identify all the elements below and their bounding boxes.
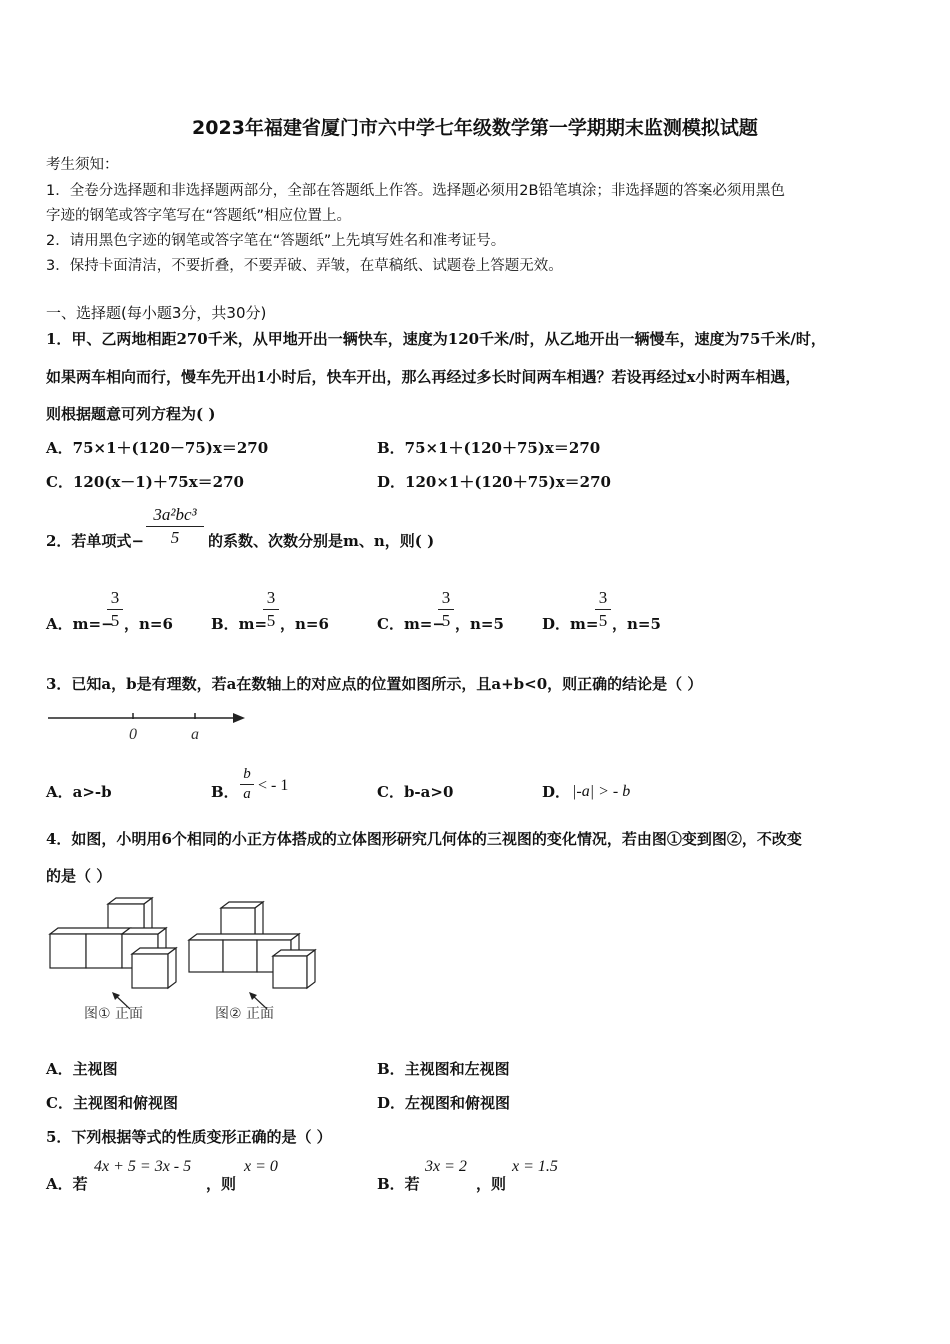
fraction-denominator: 5 [441,611,451,630]
q1-option-a: A．75×1＋(120－75)x＝270 [46,439,269,457]
fraction-denominator: 5 [266,611,276,630]
question-1-line: 则根据题意可列方程为( ) [46,405,216,423]
fraction-numerator: 3 [266,588,276,607]
q1-option-d: D．120×1＋(120＋75)x＝270 [377,473,611,491]
figure-1-caption: 图① 正面 [84,1006,144,1022]
question-1-line: 如果两车相向而行，慢车先开出1小时后，快车开出，那么再经过多长时间两车相遇？若设再经过x小时两车相遇， [46,368,801,386]
question-2-prefix: 2．若单项式− [46,532,145,550]
q4-option-d: D．左视图和俯视图 [377,1094,511,1112]
q5-option-b-then: ，则 [476,1175,507,1193]
q1-option-c: C．120(x－1)＋75x＝270 [46,473,244,491]
q1-option-b: B．75×1＋(120＋75)x＝270 [377,439,601,457]
axis-label-zero: 0 [129,726,137,743]
question-4-line: 4．如图，小明用6个相同的小正方体搭成的立体图形研究几何体的三视图的变化情况，若由图①变到图②，不改变 [46,830,802,848]
notice-item: 2．请用黑色字迹的钢笔或答字笔在“答题纸”上先填写姓名和准考证号。 [46,233,506,249]
axis-arrowhead [233,713,245,723]
question-1-line: 1．甲、乙两地相距270千米，从甲地开出一辆快车，速度为120千米/时，从乙地开出一辆慢车，速度为75千米/时， [46,330,826,348]
fraction-bar [107,609,123,610]
fraction-numerator: b [243,766,251,782]
cube-side-face [307,950,315,988]
q2-option-c-label: C．m=− [377,615,445,633]
q3-option-c: C．b-a>0 [377,783,454,801]
q5-option-b-result: x = 1.5 [512,1158,558,1175]
q5-option-b-equation: 3x = 2 [425,1158,467,1175]
question-2-suffix: 的系数、次数分别是m、n，则( ) [208,532,435,550]
cube-front-face [223,940,257,972]
q5-option-a-label: A．若 [46,1175,88,1193]
fraction-bar [263,609,279,610]
fraction-bar [146,526,204,527]
cube-front-face [86,934,122,968]
fraction-denominator: 5 [598,611,608,630]
notice-item: 3．保持卡面清洁，不要折叠，不要弄破、弄皱，在草稿纸、试题卷上答题无效。 [46,258,563,274]
cube-front-face [273,956,307,988]
q4-option-b: B．主视图和左视图 [377,1060,510,1078]
q5-option-a-result: x = 0 [244,1158,278,1175]
q3-option-b-label: B． [211,783,239,801]
fraction-denominator: 5 [170,528,180,547]
q2-option-b-tail: ，n=6 [280,615,329,633]
figure-2-caption: 图② 正面 [215,1006,275,1022]
q2-option-c-fraction [438,588,454,631]
q4-option-c: C．主视图和俯视图 [46,1094,178,1112]
q2-option-b-label: B．m= [211,615,268,633]
notice-heading: 考生须知： [46,157,119,173]
cube-figure-1 [46,896,178,1026]
fraction-numerator: 3 [598,588,608,607]
cube-top-face [122,928,166,934]
q2-option-d-label: D．m= [542,615,599,633]
q3-option-b-fraction [240,766,254,803]
cube-figure-2 [185,896,317,1026]
q3-option-b-tail: < - 1 [258,777,289,794]
q5-option-a-equation: 4x + 5 = 3x - 5 [94,1158,192,1175]
q2-option-d-fraction [595,588,611,631]
axis-label-a: a [191,726,199,743]
q5-option-a-then: ，则 [206,1175,237,1193]
question-5-stem: 5．下列根据等式的性质变形正确的是（ ） [46,1128,332,1146]
q3-option-d-label: D． [542,783,571,801]
number-line-figure [46,706,251,746]
q2-option-a-label: A．m=− [46,615,114,633]
question-3-stem: 3．已知a，b是有理数，若a在数轴上的对应点的位置如图所示，且a+b<0，则正确的结论是（ ） [46,675,703,693]
fraction-denominator: a [243,786,251,802]
q2-stem-fraction [146,505,204,548]
q2-option-b-fraction [263,588,279,631]
q5-option-b-label: B．若 [377,1175,420,1193]
cube-top-face [189,934,299,940]
q4-option-a: A．主视图 [46,1060,118,1078]
notice-item: 字迹的钢笔或答字笔写在“答题纸”相应位置上。 [46,208,352,224]
fraction-bar [438,609,454,610]
q2-option-a-tail: ，n=6 [124,615,173,633]
q2-option-a-fraction [107,588,123,631]
q2-option-c-tail: ，n=5 [455,615,504,633]
fraction-numerator: 3a²bc³ [153,505,197,524]
q3-option-a: A．a>-b [46,783,112,801]
cube-front-face [189,940,223,972]
question-4-line: 的是（ ） [46,867,112,885]
fraction-numerator: 3 [441,588,451,607]
q3-option-d-expr: |-a| > - b [572,783,631,800]
cube-front-face [132,954,168,988]
cube-side-face [168,948,176,988]
cube-front-face [50,934,86,968]
fraction-numerator: 3 [110,588,120,607]
page-title: 2023年福建省厦门市六中学七年级数学第一学期期末监测模拟试题 [192,117,758,139]
fraction-bar [595,609,611,610]
cube-top-face [50,928,130,934]
q2-option-d-tail: ，n=5 [612,615,661,633]
fraction-denominator: 5 [110,611,120,630]
notice-item: 1．全卷分选择题和非选择题两部分，全部在答题纸上作答。选择题必须用2B铅笔填涂；非选择题的答案必须用黑色 [46,183,785,199]
section-heading: 一、选择题(每小题3分，共30分) [46,304,267,322]
fraction-bar [240,784,254,785]
